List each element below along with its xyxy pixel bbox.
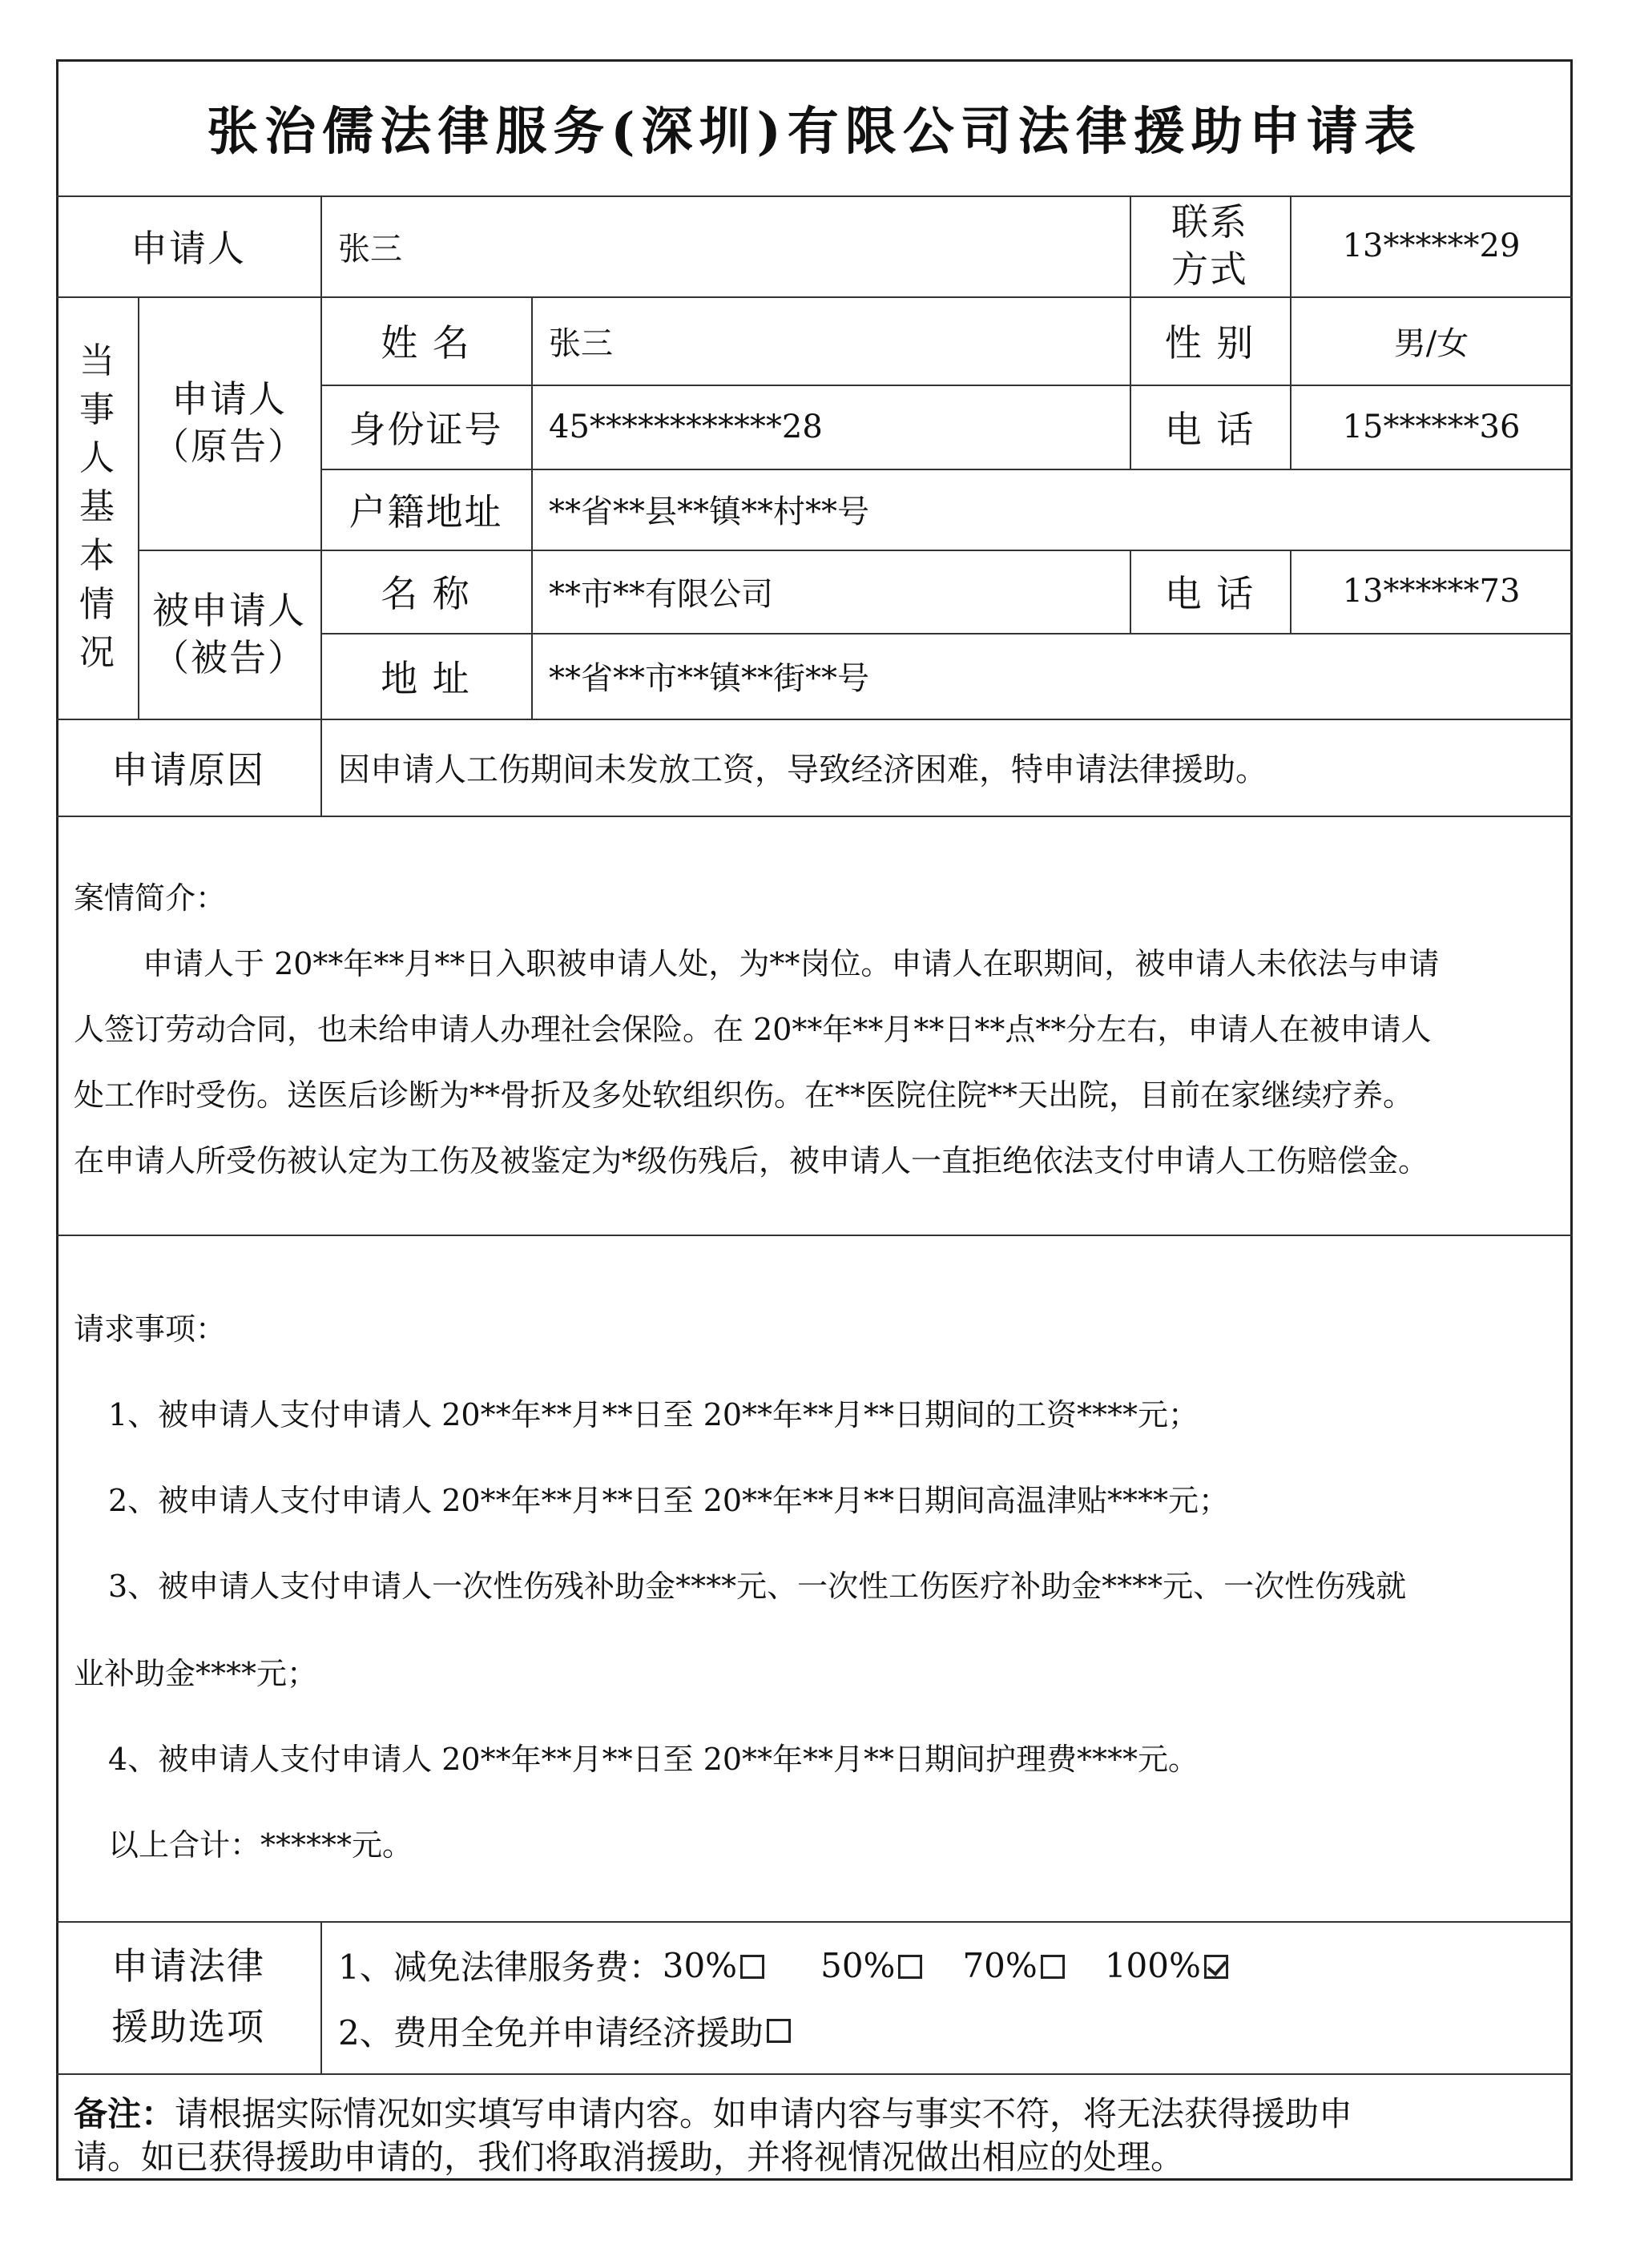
party-label-char: 本 xyxy=(79,534,115,576)
fee-reduction-prefix: 1、减免法律服务费： xyxy=(338,1948,663,1987)
case-summary-line: 处工作时受伤。送医后诊断为**骨折及多处软组织伤。在**医院住院**天出院，目前在家继续疗养。 xyxy=(74,1078,1414,1113)
case-summary-line: 在申请人所受伤被认定为工伤及被鉴定为*级伤残后，被申请人一直拒绝依法支付申请人工伤赔偿金。 xyxy=(74,1143,1429,1178)
defendant-label-line1: 被申请人 xyxy=(152,588,306,632)
contact-label xyxy=(1130,195,1290,296)
case-summary-heading: 案情简介： xyxy=(74,880,227,916)
claim-item-4: 4、被申请人支付申请人 20**年**月**日至 20**年**月**日期间护理费****元。 xyxy=(108,1742,1199,1777)
plaintiff-label-line2: （原告） xyxy=(152,425,306,468)
party-label-char: 基 xyxy=(79,486,115,528)
full-waiver-option[interactable] xyxy=(338,2003,791,2059)
form-title: 张治儒法律服务(深圳)有限公司法律援助申请表 xyxy=(207,102,1422,162)
fee-option-50[interactable] xyxy=(820,1946,922,1985)
plaintiff-label xyxy=(138,296,320,550)
reason-field[interactable]: 因申请人工伤期间未发放工资，导致经济困难，特申请法律援助。 xyxy=(338,751,1267,788)
fee-option-70[interactable] xyxy=(962,1946,1064,1985)
applicant-name-field[interactable]: 张三 xyxy=(338,230,402,268)
fee-option-100-label: 100% xyxy=(1104,1945,1201,1985)
contact-field[interactable]: 13******29 xyxy=(1342,228,1521,264)
claims-heading: 请求事项： xyxy=(74,1311,227,1347)
defendant-label-line2: （被告） xyxy=(152,635,306,679)
rule-under-case-summary xyxy=(56,1235,1573,1236)
rule-under-options xyxy=(56,2073,1573,2075)
fee-option-50-checkbox[interactable] xyxy=(898,1955,922,1979)
party-label-char: 情 xyxy=(79,583,115,625)
defendant-phone-label: 电 话 xyxy=(1164,572,1255,615)
claim-item-1: 1、被申请人支付申请人 20**年**月**日至 20**年**月**日期间的工资****元； xyxy=(108,1397,1199,1432)
contact-label-line2: 方式 xyxy=(1171,248,1248,291)
fee-option-70-label: 70% xyxy=(962,1945,1038,1985)
case-summary-line: 申请人于 20**年**月**日入职被申请人处，为**岗位。申请人在职期间，被申请人未依法与申请 xyxy=(143,946,1440,981)
remarks-line-1 xyxy=(74,2088,1352,2136)
contact-label-line1: 联系 xyxy=(1171,200,1248,244)
options-label-line2: 援助选项 xyxy=(111,2005,265,2048)
claim-item-3-line1: 3、被申请人支付申请人一次性伤残补助金****元、一次性工伤医疗补助金****元、一次性伤残就 xyxy=(108,1569,1407,1604)
applicant-label: 申请人 xyxy=(131,227,246,270)
fee-option-50-label: 50% xyxy=(820,1945,896,1985)
claim-item-2: 2、被申请人支付申请人 20**年**月**日至 20**年**月**日期间高温津贴****元； xyxy=(108,1483,1230,1518)
party-label-char: 事 xyxy=(79,389,115,430)
household-address-field[interactable]: **省**县**镇**村**号 xyxy=(549,493,869,530)
remarks-text-1: 请根据实际情况如实填写申请内容。如申请内容与事实不符，将无法获得援助申 xyxy=(175,2094,1353,2133)
remarks-line-2: 请。如已获得援助申请的，我们将取消援助，并将视情况做出相应的处理。 xyxy=(74,2137,1185,2177)
rule-col-options xyxy=(320,1921,322,2073)
party-label-char: 况 xyxy=(79,632,115,674)
claim-item-3-line2: 业补助金****元； xyxy=(74,1656,318,1691)
id-number-field[interactable]: 45************28 xyxy=(549,408,823,445)
defendant-name-label: 名 称 xyxy=(381,572,471,615)
fee-option-30-checkbox[interactable] xyxy=(740,1955,764,1979)
remarks-label: 备注： xyxy=(74,2094,175,2133)
claims-total: 以上合计：******元。 xyxy=(108,1827,413,1863)
fee-option-30[interactable] xyxy=(663,1946,764,1985)
plaintiff-name-label: 姓 名 xyxy=(381,321,471,365)
full-waiver-label: 2、费用全免并申请经济援助 xyxy=(338,2013,764,2052)
defendant-label xyxy=(138,550,320,719)
defendant-phone-field[interactable]: 13******73 xyxy=(1342,573,1521,610)
plaintiff-phone-field[interactable]: 15******36 xyxy=(1342,408,1521,445)
household-address-label: 户籍地址 xyxy=(349,489,503,534)
plaintiff-label-line1: 申请人 xyxy=(171,377,287,421)
rule-under-reason xyxy=(56,816,1573,817)
gender-label: 性 别 xyxy=(1164,321,1255,365)
id-number-label: 身份证号 xyxy=(349,407,503,451)
fee-reduction-options xyxy=(338,1937,1228,1993)
case-summary-line: 人签订劳动合同，也未给申请人办理社会保险。在 20**年**月**日**点**分左右，申请人在被申请人 xyxy=(74,1012,1432,1047)
plaintiff-phone-label: 电 话 xyxy=(1164,407,1255,451)
gender-field[interactable]: 男/女 xyxy=(1393,324,1469,362)
options-label xyxy=(56,1921,320,2073)
options-label-line1: 申请法律 xyxy=(111,1944,265,1988)
defendant-name-field[interactable]: **市**有限公司 xyxy=(549,575,773,613)
party-label-char: 人 xyxy=(79,437,115,479)
fee-option-100[interactable] xyxy=(1105,1946,1228,1985)
plaintiff-name-field[interactable]: 张三 xyxy=(549,324,613,362)
full-waiver-checkbox[interactable] xyxy=(767,2019,791,2043)
fee-option-100-checkbox[interactable] xyxy=(1204,1955,1228,1979)
defendant-address-label: 地 址 xyxy=(381,656,471,700)
defendant-address-field[interactable]: **省**市**镇**街**号 xyxy=(549,660,869,697)
party-label-char: 当 xyxy=(79,340,115,381)
party-section-label xyxy=(56,296,138,719)
reason-label: 申请原因 xyxy=(111,747,265,792)
fee-option-70-checkbox[interactable] xyxy=(1041,1955,1065,1979)
fee-option-30-label: 30% xyxy=(662,1945,738,1985)
